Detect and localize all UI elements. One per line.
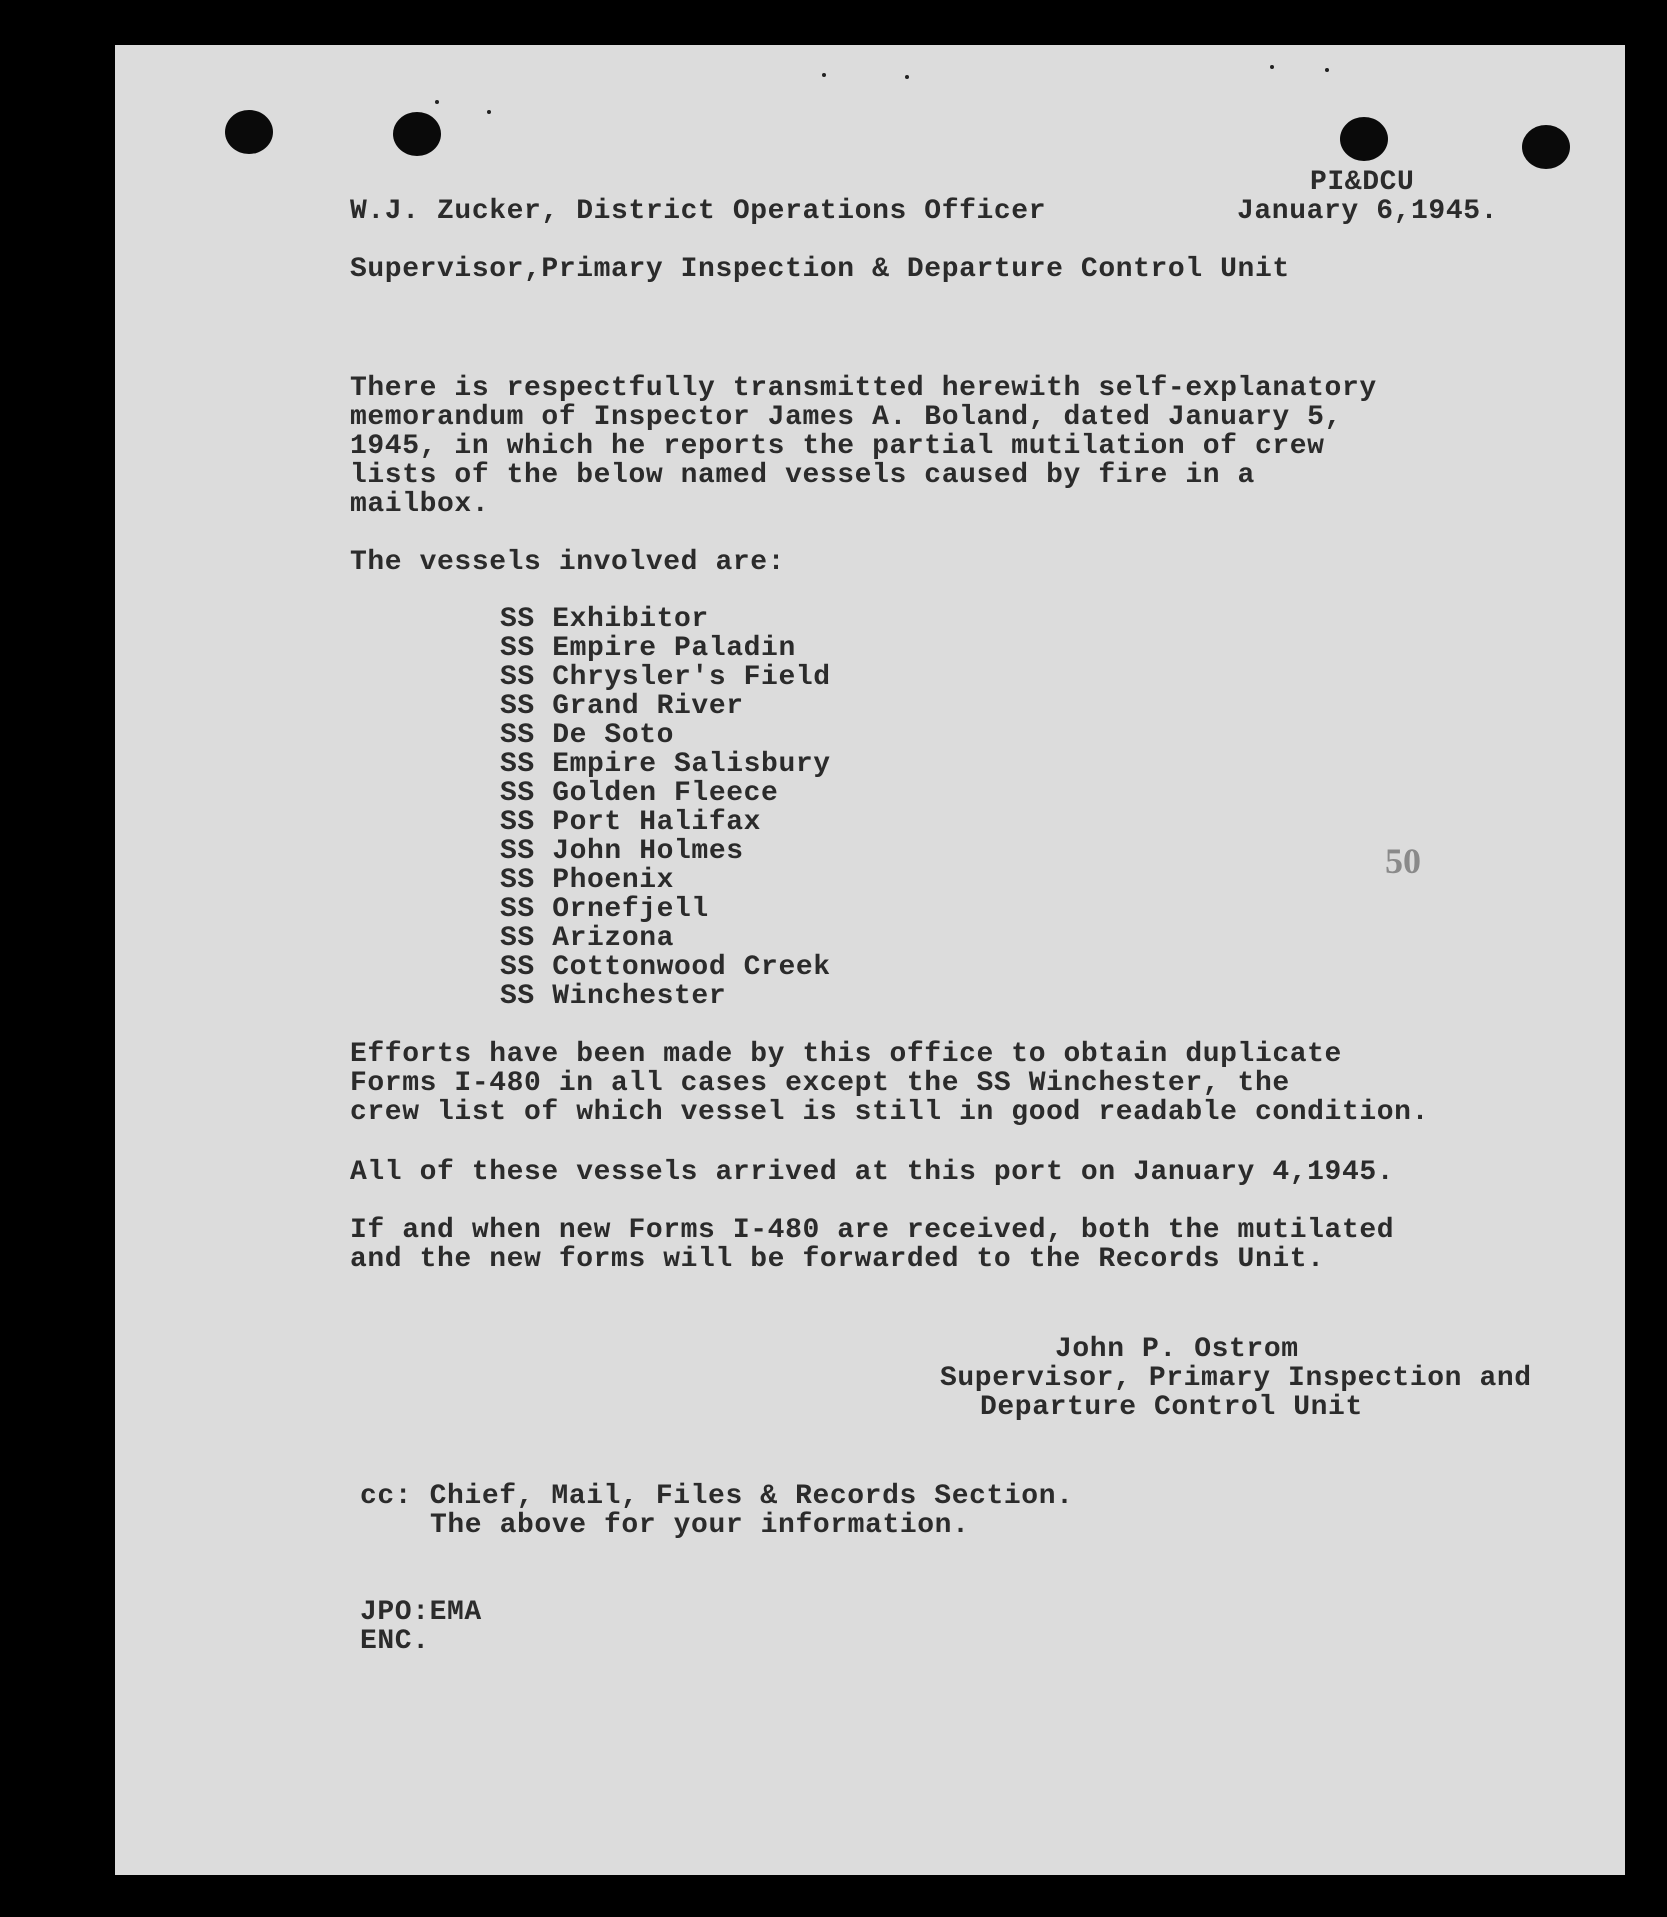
signature-title: Departure Control Unit bbox=[980, 1392, 1363, 1423]
enclosure-note: ENC. bbox=[360, 1626, 430, 1657]
body-line: lists of the below named vessels caused by fire in a bbox=[350, 460, 1255, 491]
vessel-item: SS Arizona bbox=[500, 923, 675, 954]
vessel-item: SS Empire Salisbury bbox=[500, 749, 831, 780]
body-line: If and when new Forms I-480 are received, both the mutilated bbox=[350, 1215, 1395, 1246]
vessel-list bbox=[500, 605, 831, 1011]
body-line: Forms I-480 in all cases except the SS Winchester, the bbox=[350, 1068, 1290, 1099]
vessel-item: SS Grand River bbox=[500, 691, 744, 722]
memo-date: January 6,1945. bbox=[1237, 196, 1499, 227]
vessel-item: SS Winchester bbox=[500, 981, 727, 1012]
body-line: Efforts have been made by this office to obtain duplicate bbox=[350, 1039, 1342, 1070]
vessel-item: SS Empire Paladin bbox=[500, 633, 796, 664]
speck bbox=[1325, 68, 1329, 72]
cc-line: The above for your information. bbox=[430, 1510, 970, 1541]
body-line: There is respectfully transmitted herewith self-explanatory bbox=[350, 373, 1377, 404]
vessel-item: SS Chrysler's Field bbox=[500, 662, 831, 693]
punch-hole bbox=[1522, 125, 1570, 169]
memo-ref: PI&DCU bbox=[1310, 167, 1415, 198]
body-line: memorandum of Inspector James A. Boland, dated January 5, bbox=[350, 402, 1342, 433]
vessel-item: SS Golden Fleece bbox=[500, 778, 779, 809]
memo-to: Supervisor,Primary Inspection & Departure Control Unit bbox=[350, 254, 1290, 285]
vessel-item: SS Phoenix bbox=[500, 865, 675, 896]
body-line: All of these vessels arrived at this port on January 4,1945. bbox=[350, 1157, 1395, 1188]
signature-title: Supervisor, Primary Inspection and bbox=[940, 1363, 1532, 1394]
vessel-item: SS Ornefjell bbox=[500, 894, 709, 925]
vessel-item: SS John Holmes bbox=[500, 836, 744, 867]
speck bbox=[1270, 65, 1274, 69]
vessels-intro: The vessels involved are: bbox=[350, 547, 786, 578]
punch-hole bbox=[393, 112, 441, 156]
page-stamp-number: 50 bbox=[1385, 841, 1421, 881]
cc-line: cc: Chief, Mail, Files & Records Section. bbox=[360, 1481, 1074, 1512]
vessel-item: SS Cottonwood Creek bbox=[500, 952, 831, 983]
vessel-item: SS Exhibitor bbox=[500, 604, 709, 635]
vessel-item: SS De Soto bbox=[500, 720, 675, 751]
body-line: 1945, in which he reports the partial mutilation of crew bbox=[350, 431, 1325, 462]
body-line: crew list of which vessel is still in good readable condition. bbox=[350, 1097, 1429, 1128]
body-line: and the new forms will be forwarded to the Records Unit. bbox=[350, 1244, 1325, 1275]
signature-name: John P. Ostrom bbox=[1055, 1334, 1299, 1365]
document-page bbox=[115, 45, 1625, 1875]
vessel-item: SS Port Halifax bbox=[500, 807, 762, 838]
memo-from: W.J. Zucker, District Operations Officer bbox=[350, 196, 1047, 227]
speck bbox=[822, 73, 826, 77]
typist-initials: JPO:EMA bbox=[360, 1597, 482, 1628]
punch-hole bbox=[225, 110, 273, 154]
body-line: mailbox. bbox=[350, 489, 490, 520]
speck bbox=[487, 110, 491, 114]
speck bbox=[905, 75, 909, 79]
speck bbox=[435, 100, 439, 104]
punch-hole bbox=[1340, 117, 1388, 161]
